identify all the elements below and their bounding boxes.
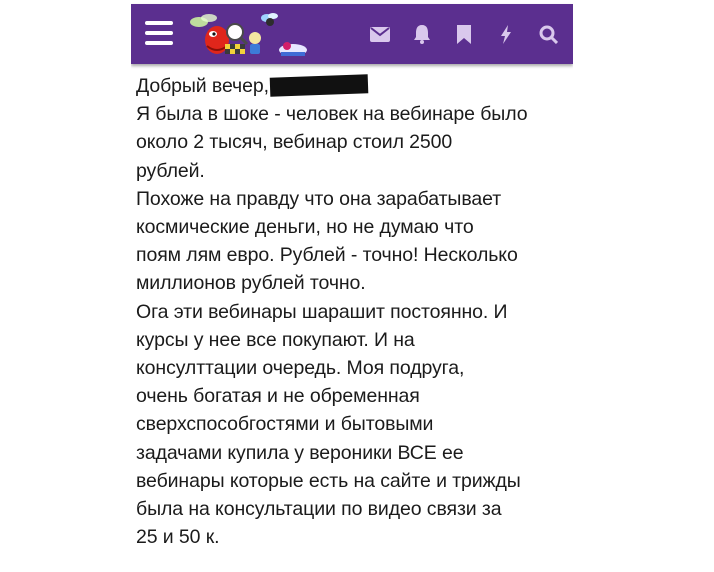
redacted-name: [270, 74, 369, 96]
greeting-line: [136, 72, 572, 100]
bookmark-icon[interactable]: [453, 23, 475, 45]
message-paragraph: Похоже на правду что она зарабатывает космические деньги, но не думаю что поям лям евро. Рублей - точно! Несколько миллионов рублей точно.: [136, 187, 518, 295]
bell-icon[interactable]: [411, 23, 433, 45]
menu-button[interactable]: [145, 21, 173, 45]
message-paragraph: Ога эти вебинары шарашит постоянно. И курсы у нее все покупают. И на консулттации очередь. Моя подруга, очень богатая и не обременная сверхспособгостями и бытовыми задачами купила у вероники ВСЕ ее вебинары которые есть на сайте и трижды была на консультации по видео связи за 25 и 50 к.: [136, 300, 521, 549]
message-paragraph: Я была в шоке - человек на вебинаре было около 2 тысяч, вебинар стоил 2500 рублей.: [136, 103, 528, 182]
mascot-cartoon-logo[interactable]: [185, 8, 335, 60]
top-navigation-bar: [131, 4, 573, 64]
mail-icon[interactable]: [369, 23, 391, 45]
greeting-text: Добрый вечер,: [136, 75, 269, 97]
toolbar-icons: [369, 4, 559, 64]
message-body: [136, 72, 572, 551]
lightning-icon[interactable]: [495, 23, 517, 45]
search-icon[interactable]: [537, 23, 559, 45]
phone-screen: [131, 0, 573, 572]
